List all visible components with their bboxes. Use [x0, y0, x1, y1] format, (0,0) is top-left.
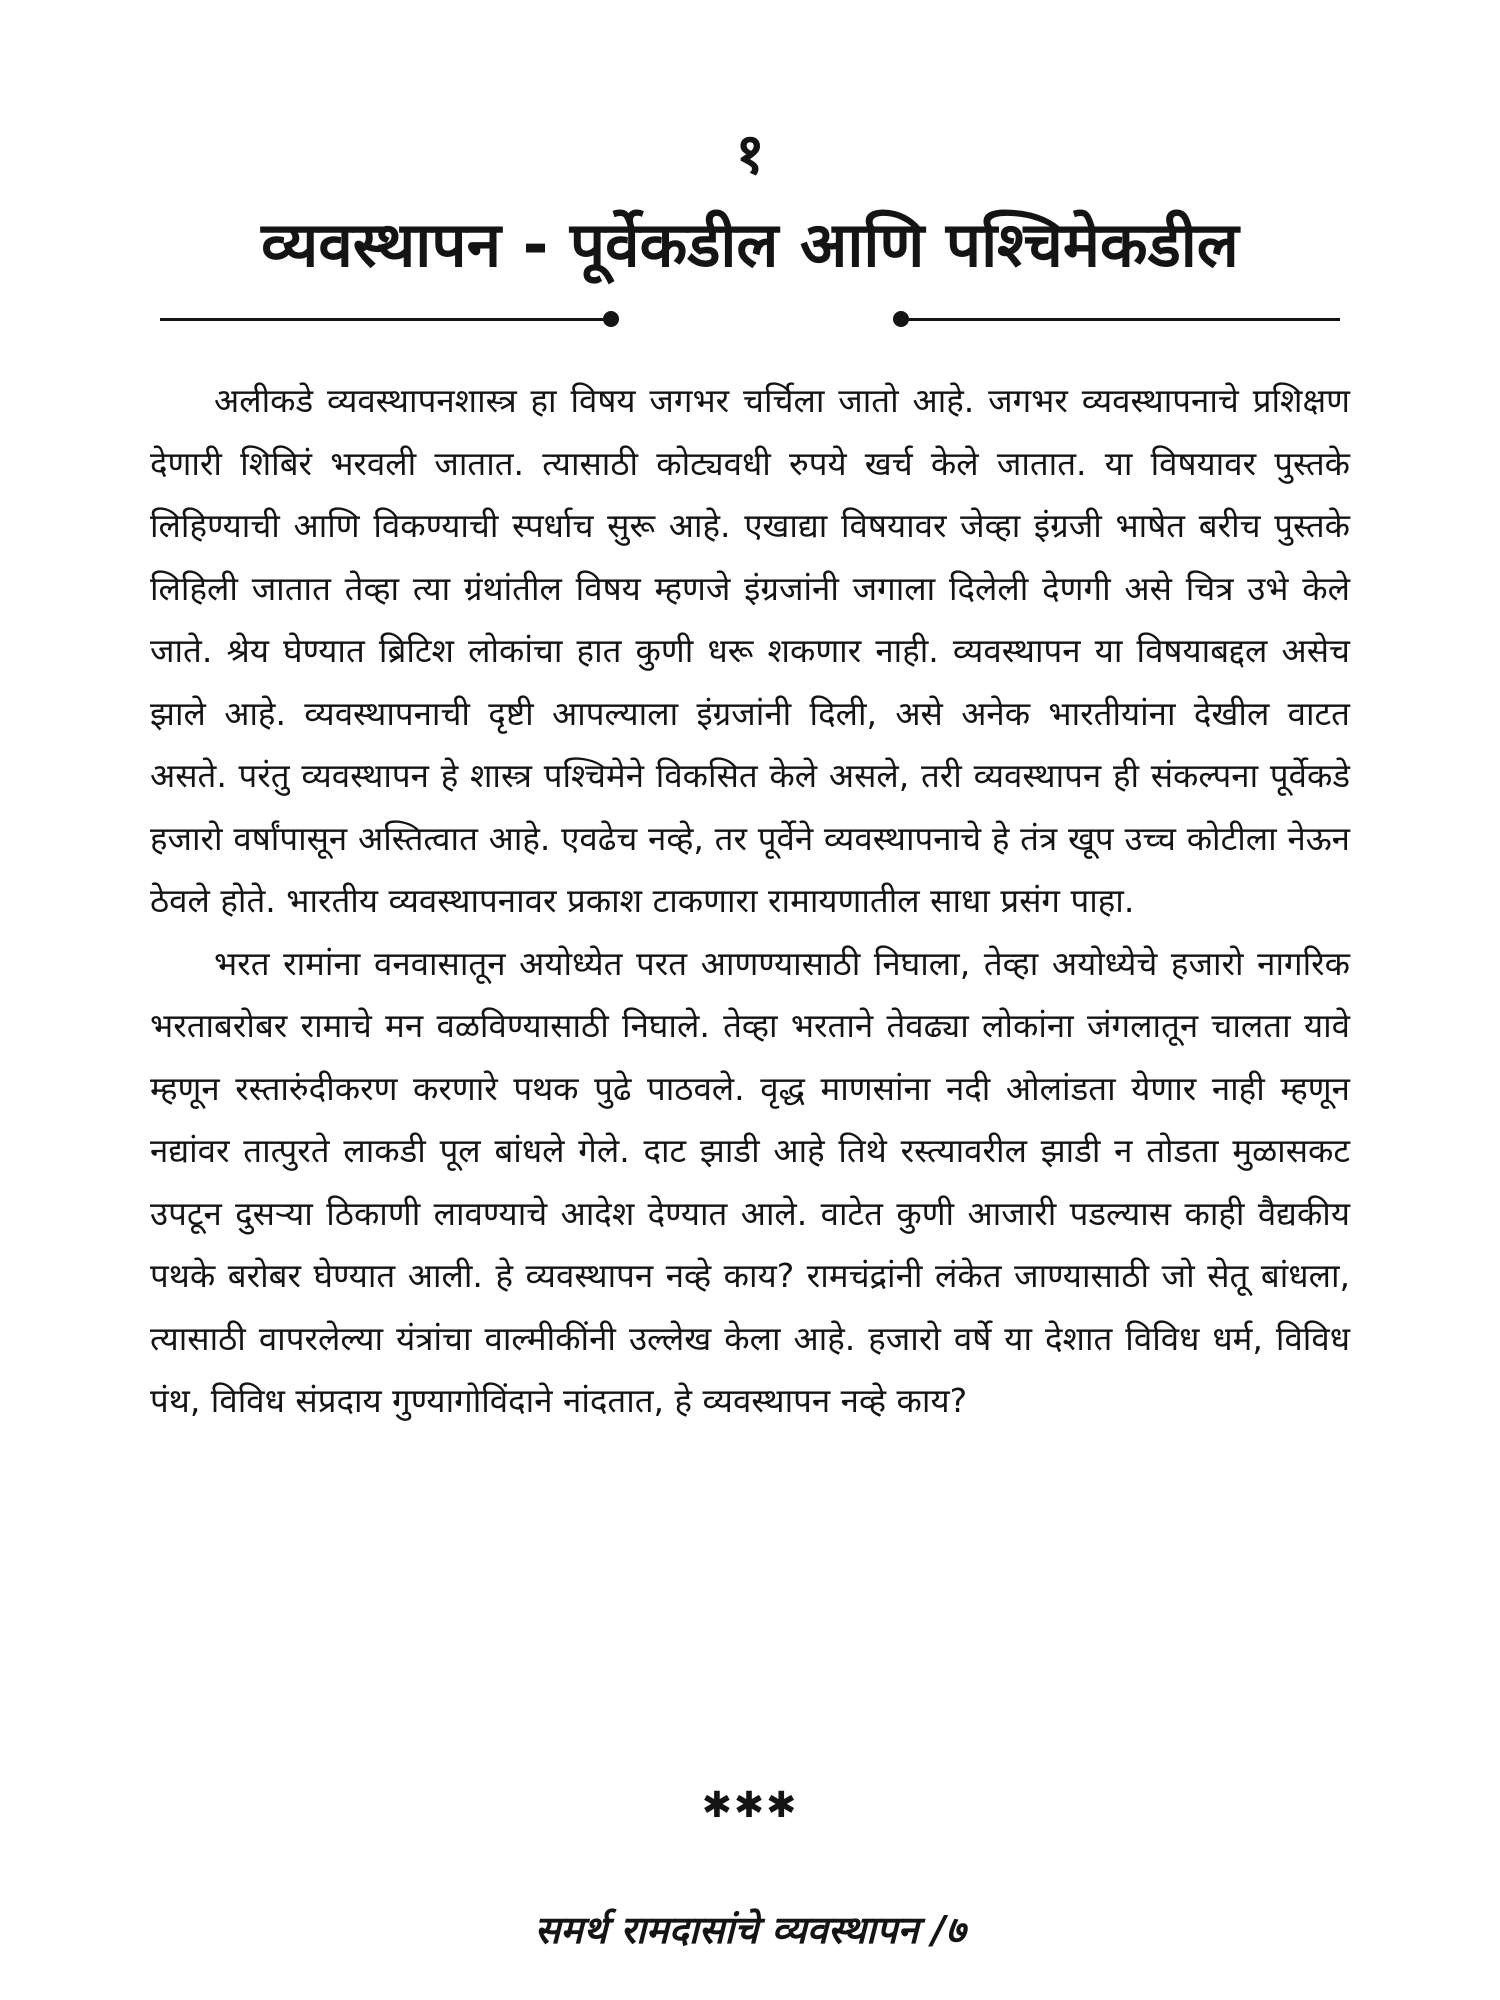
page-footer: समर्थ रामदासांचे व्यवस्थापन /७	[534, 1908, 966, 1952]
paragraph-1: अलीकडे व्यवस्थापनशास्त्र हा विषय जगभर चर्चिला जातो आहे. जगभर व्यवस्थापनाचे प्रशिक्षण देणारी शिबिरं भरवली जातात. त्यासाठी कोट्यवधी रुपये खर्च केले जातात. या विषयावर पुस्तके लिहिण्याची आणि विकण्याची स्पर्धाच सुरू आहे. एखाद्या विषयावर जेव्हा इंग्रजी भाषेत बरीच पुस्तके लिहिली जातात तेव्हा त्या ग्रंथांतील विषय म्हणजे इंग्रजांनी जगाला दिलेली देणगी असे चित्र उभे केले जाते. श्रेय घेण्यात ब्रिटिश लोकांचा हात कुणी धरू शकणार नाही. व्यवस्थापन या विषयाबद्दल असेच झाले आहे. व्यवस्थापनाची दृष्टी आपल्याला इंग्रजांनी दिली, असे अनेक भारतीयांना देखील वाटत असते. परंतु व्यवस्थापन हे शास्त्र पश्चिमेने विकसित केले असले, तरी व्यवस्थापन ही संकल्पना पूर्वेकडे हजारो वर्षांपासून अस्तित्वात आहे. एवढेच नव्हे, तर पूर्वेने व्यवस्थापनाचे हे तंत्र खूप उच्च कोटीला नेऊन ठेवले होते. भारतीय व्यवस्थापनावर प्रकाश टाकणारा रामायणातील साधा प्रसंग पाहा.	[150, 381, 1350, 920]
title-divider-left	[160, 318, 610, 321]
divider-dot-left-icon	[603, 311, 619, 327]
chapter-body	[150, 370, 1350, 1433]
paragraph-2: भरत रामांना वनवासातून अयोध्येत परत आणण्यासाठी निघाला, तेव्हा अयोध्येचे हजारो नागरिक भरताबरोबर रामाचे मन वळविण्यासाठी निघाले. तेव्हा भरताने तेवढ्या लोकांना जंगलातून चालता यावे म्हणून रस्तारुंदीकरण करणारे पथक पुढे पाठवले. वृद्ध माणसांना नदी ओलांडता येणार नाही म्हणून नद्यांवर तात्पुरते लाकडी पूल बांधले गेले. दाट झाडी आहे तिथे रस्त्यावरील झाडी न तोडता मुळासकट उपटून दुसऱ्या ठिकाणी लावण्याचे आदेश देण्यात आले. वाटेत कुणी आजारी पडल्यास काही वैद्यकीय पथके बरोबर घेण्यात आली. हे व्यवस्थापन नव्हे काय? रामचंद्रांनी लंकेत जाण्यासाठी जो सेतू बांधला, त्यासाठी वापरलेल्या यंत्रांचा वाल्मीकींनी उल्लेख केला आहे. हजारो वर्षे या देशात विविध धर्म, विविध पंथ, विविध संप्रदाय गुण्यागोविंदाने नांदतात, हे व्यवस्थापन नव्हे काय?	[150, 943, 1351, 1420]
chapter-title: व्यवस्थापन - पूर्वेकडील आणि पश्चिमेकडील	[261, 208, 1239, 281]
chapter-number: १	[735, 122, 765, 187]
section-end-ornament: ✱✱✱	[701, 1785, 799, 1826]
title-divider-right	[900, 318, 1340, 321]
